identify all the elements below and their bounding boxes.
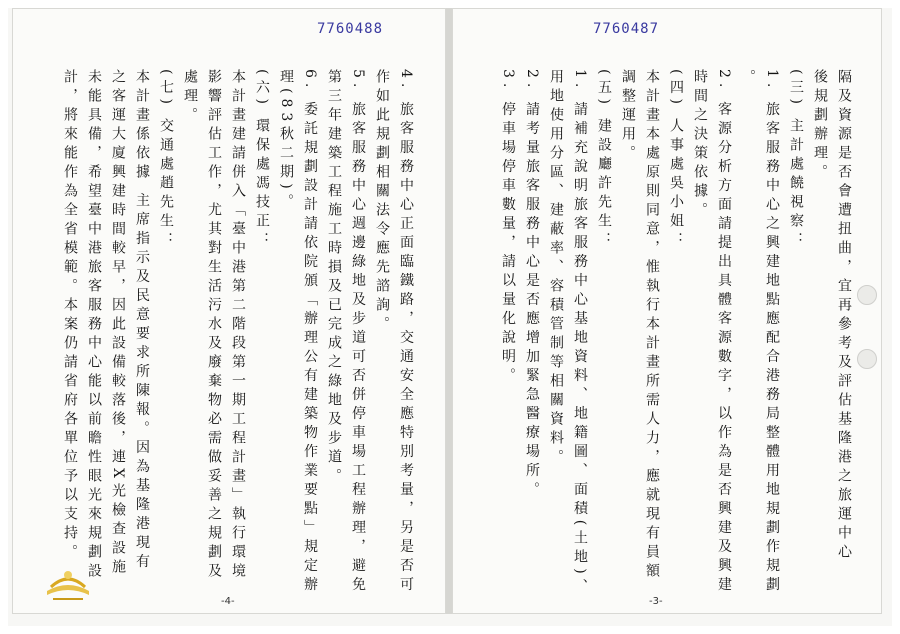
left-column-4: 第三年建築工程施工時損及已完成之綠地及步道。 — [326, 69, 342, 487]
left-column-15: 計，將來能作為全省模範。本案仍請省府各單位予以支持。 — [62, 69, 78, 563]
right-column-11: (五) 建設廳許先生： — [596, 69, 612, 252]
right-column-4: 1. 旅客服務中心之興建地點應配合港務局整體用地規劃作規劃 — [764, 69, 780, 596]
right-column-15: 3. 停車場停車數量，請以量化說明。 — [500, 69, 516, 387]
left-column-9: 影響評估工作，尤其對生活污水及廢棄物必需做妥善之規劃及 — [206, 69, 222, 582]
left-page-number: -4- — [221, 596, 235, 607]
right-column-10: 調整運用。 — [620, 69, 636, 164]
left-column-3: 5. 旅客服務中心週邊綠地及步道可否併停車場工程辦理，避免 — [350, 69, 366, 596]
library-stamp-icon — [43, 561, 93, 605]
right-column-9: 本計畫本處原則同意，惟執行本計畫所需人力，應就現有員額 — [644, 69, 660, 582]
right-page-number: -3- — [649, 596, 663, 607]
right-column-12: 1. 請補充說明旅客服務中心基地資料、地籍圖、面積(土地)、 — [572, 69, 588, 598]
punch-hole-top — [857, 285, 877, 305]
left-column-1: 4. 旅客服務中心正面臨鐵路，交通安全應特別考量，另是否可 — [398, 69, 414, 596]
right-page-serial: 7760487 — [593, 21, 660, 37]
left-column-10: 處理。 — [182, 69, 198, 126]
right-column-2: 後規劃辦理。 — [812, 69, 828, 183]
right-column-13: 用地使用分區、建蔽率、容積管制等相關資料。 — [548, 69, 564, 468]
left-column-14: 未能具備，希望臺中港旅客服務中心能以前瞻性眼光來規劃設 — [86, 69, 102, 582]
right-column-6: 2. 客源分析方面請提出具體客源數字，以作為是否興建及興建 — [716, 69, 732, 596]
punch-hole-bottom — [857, 349, 877, 369]
right-page — [452, 8, 882, 614]
left-page — [12, 8, 446, 614]
right-column-3: (三) 主計處饒視察： — [788, 69, 804, 252]
left-column-6: 理(83秋二期)。 — [278, 69, 294, 213]
left-column-2: 作如此規劃相關法令應先諮詢。 — [374, 69, 390, 335]
right-column-14: 2. 請考量旅客服務中心是否應增加緊急醫療場所。 — [524, 69, 540, 501]
left-page-serial: 7760488 — [317, 21, 384, 37]
left-column-11: (七) 交通處趙先生： — [158, 69, 174, 252]
left-column-12: 本計畫係依據 主席指示及民意要求所陳報。因為基隆港現有 — [134, 69, 150, 573]
left-column-13: 之客運大廈興建時間較早，因此設備較落後，連X光檢查設施 — [110, 69, 126, 578]
left-column-8: 本計畫建請併入「臺中港第二階段第一期工程計畫」執行環境 — [230, 69, 246, 582]
right-column-7: 時間之決策依據。 — [692, 69, 708, 221]
right-column-8: (四) 人事處吳小姐： — [668, 69, 684, 252]
left-column-7: (六) 環保處馮技正： — [254, 69, 270, 252]
left-column-5: 6. 委託規劃設計請依院頒「辦理公有建築物作業要點」規定辦 — [302, 69, 318, 596]
right-column-1: 隔及資源是否會遭扭曲，宜再參考及評估基隆港之旅運中心 — [836, 69, 852, 563]
right-column-5: 。 — [740, 69, 756, 88]
